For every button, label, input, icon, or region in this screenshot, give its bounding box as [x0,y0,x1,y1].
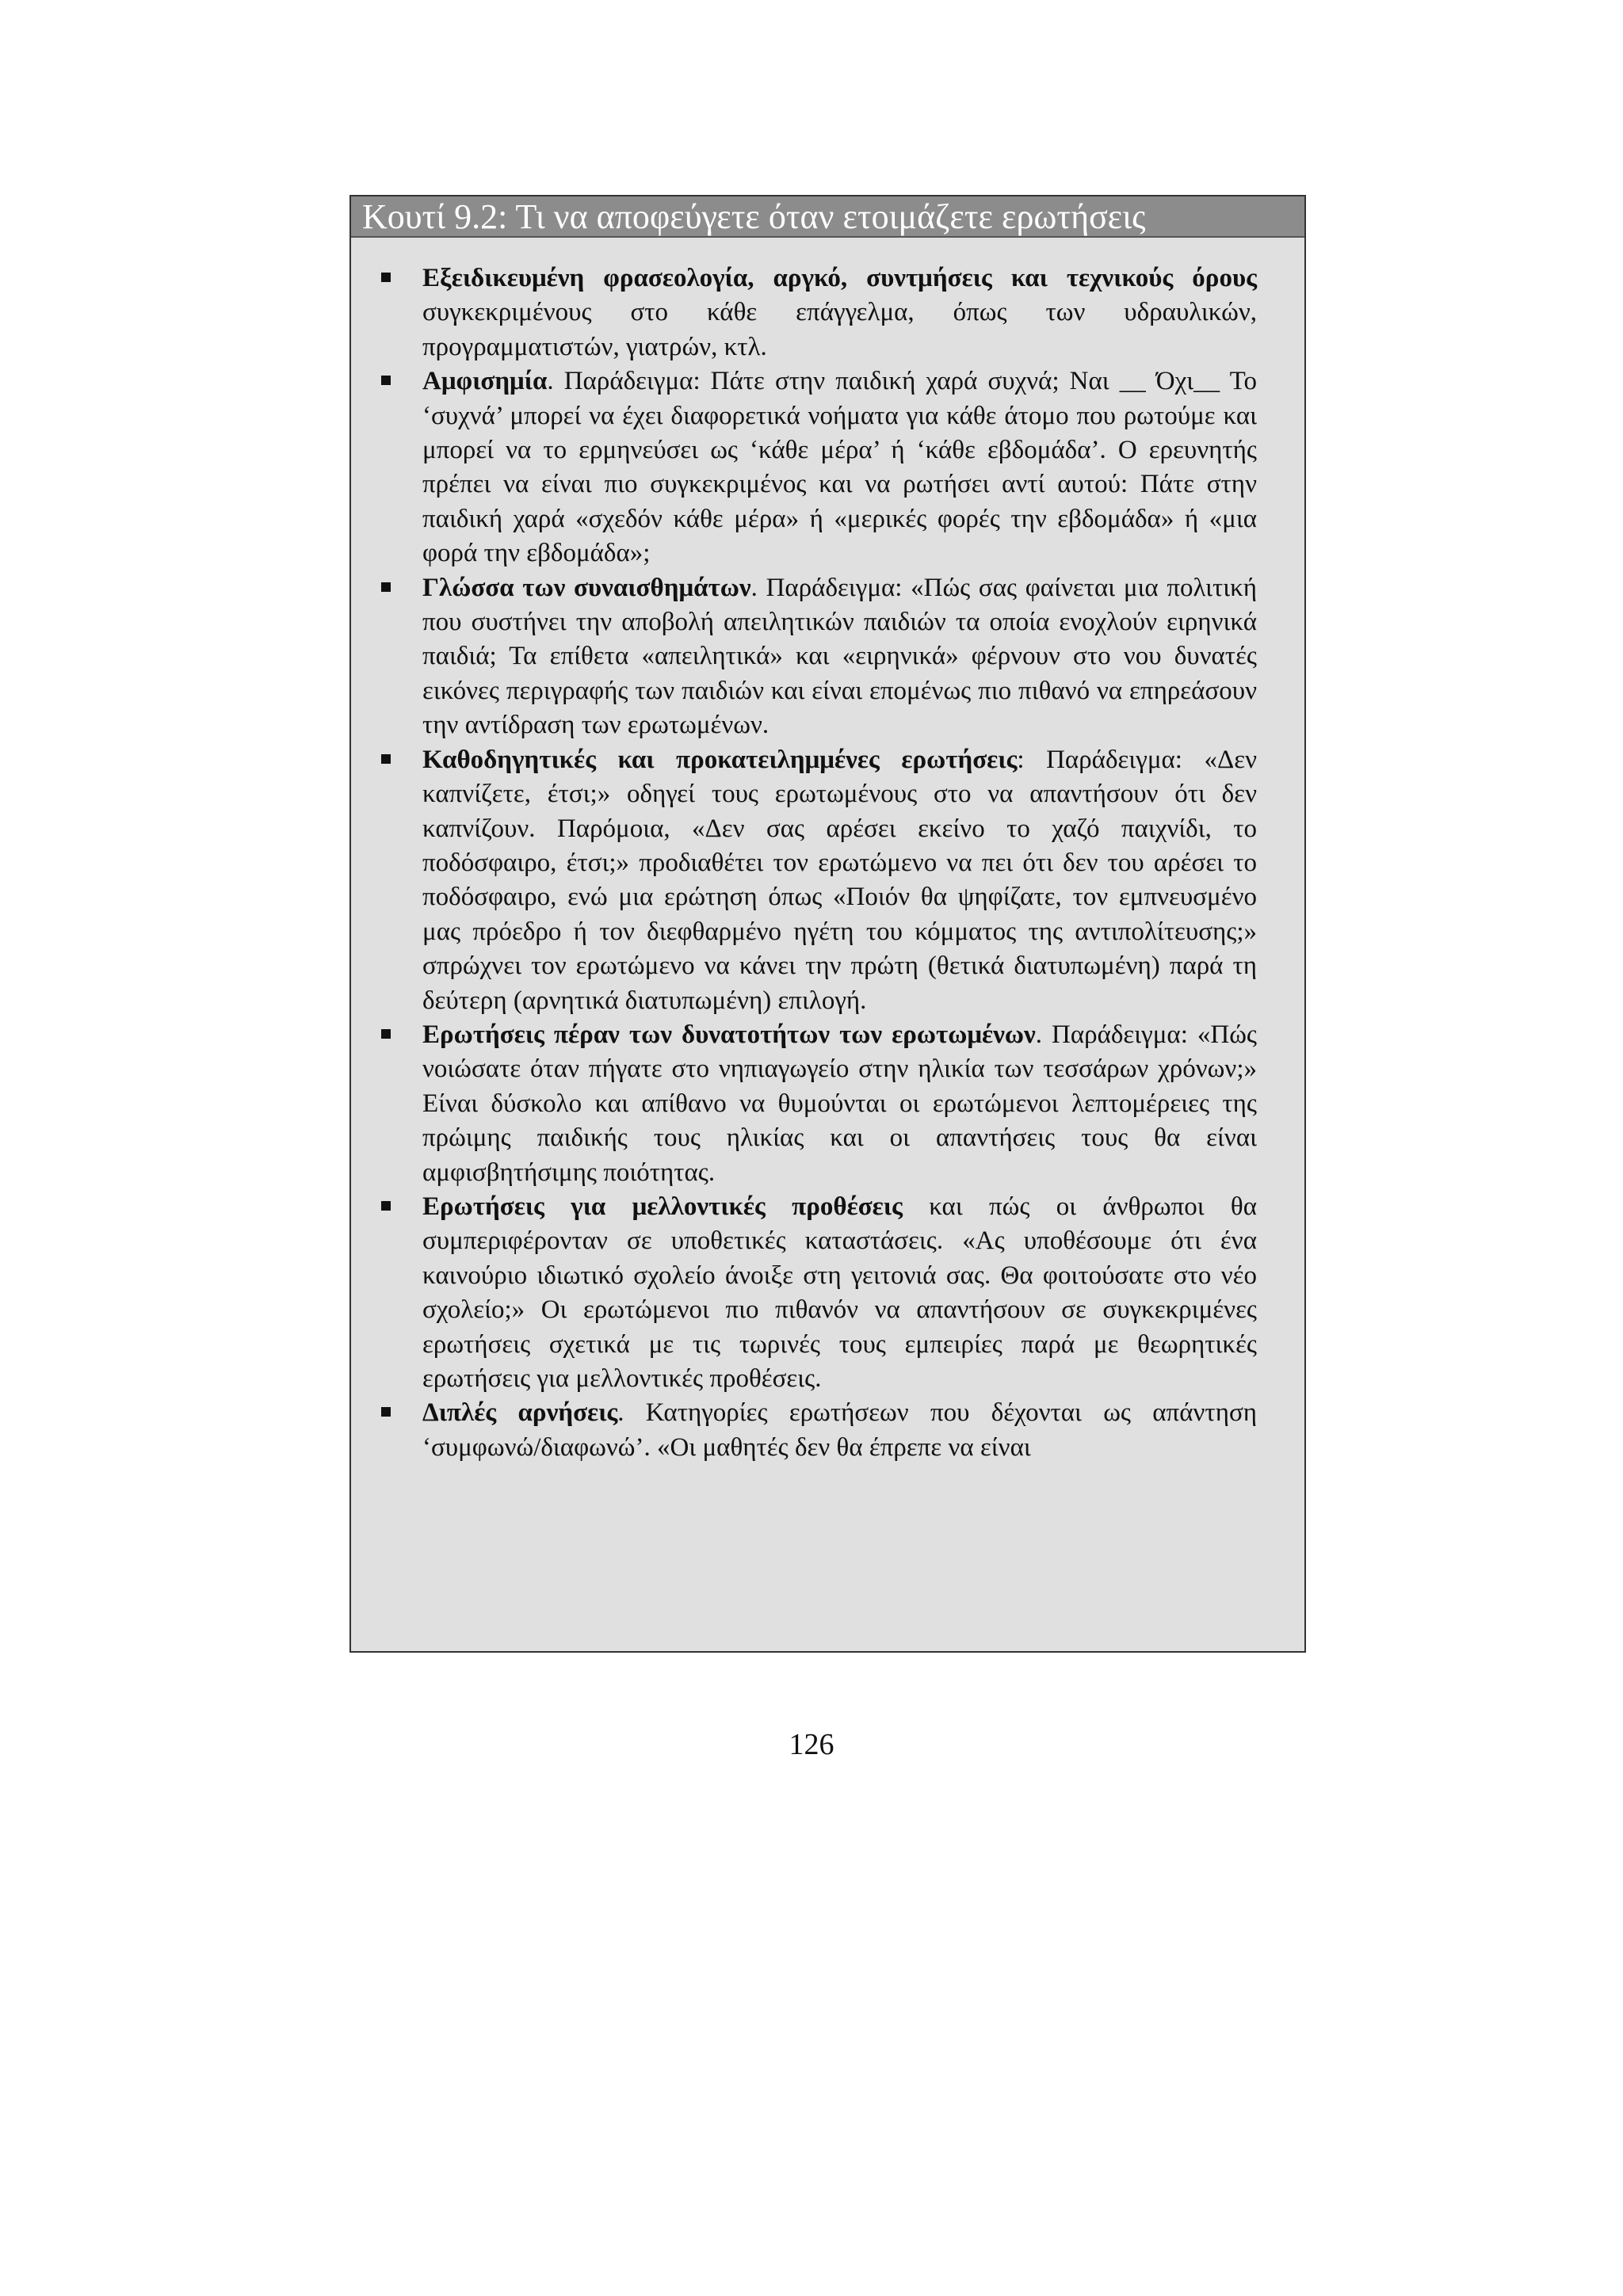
square-bullet-icon [381,1407,391,1417]
square-bullet-icon [381,582,391,592]
item-text: . Παράδειγμα: «Πώς νοιώσατε όταν πήγατε στο νηπιαγωγείο στην ηλικία των τεσσάρων χρόνων;» Είναι δύσκολο και απίθανο να θυμούνται οι ερωτώμενοι λεπτομέρειες της πρώιμης παιδικής τους ηλικίας και οι απαντήσεις τους θα είναι αμφισβητήσιμης ποιότητας. [422,1020,1257,1187]
item-term: Διπλές αρνήσεις [422,1398,618,1428]
item-text: και πώς οι άνθρωποι θα συμπεριφέρονταν σε υποθετικές καταστάσεις. «Ας υποθέσουμε ότι ένα καινούριο ιδιωτικό σχολείο άνοιξε στη γειτονιά σας. Θα φοιτούσατε στο νέο σχολείο;» Οι ερωτώμενοι πιο πιθανόν να απαντήσουν σε συγκεκριμένες ερωτήσεις σχετικά με τις τωρινές τους εμπειρίες παρά με θεωρητικές ερωτήσεις για μελλοντικές προθέσεις. [422,1192,1257,1393]
square-bullet-icon [381,376,391,385]
item-term: Εξειδικευμένη φρασεολογία, αργκό, συντμήσεις και τεχνικούς όρους [422,264,1257,292]
item-text: . Παράδειγμα: Πάτε στην παιδική χαρά συχνά; Ναι __ Όχι__ Το ‘συχνά’ μπορεί να έχει διαφορετικά νοήματα για κάθε άτομο που ρωτούμε και μπορεί να το ερμηνεύσει ως ‘κάθε μέρα’ ή ‘κάθε εβδομάδα’. Ο ερευνητής πρέπει να είναι πιο συγκεκριμένος και να ρωτήσει αντί αυτού: Πάτε στην παιδική χαρά «σχεδόν κάθε μέρα» ή «μερικές φορές την εβδομάδα» ή «μια φορά την εβδομάδα»; [422,367,1257,568]
item-text: . Κατηγορίες ερωτήσεων που δέχονται ως απάντηση ‘συμφωνώ/διαφωνώ’. «Οι μαθητές δεν θα έπρεπε να είναι [422,1398,1257,1462]
item-term: Καθοδηγητικές και προκατειλημμένες ερωτήσεις [422,745,1018,774]
item-term: Γλώσσα των συναισθημάτων [422,573,751,602]
item-term: Ερωτήσεις πέραν των δυνατοτήτων των ερωτωμένων [422,1020,1036,1049]
item-text: : Παράδειγμα: «Δεν καπνίζετε, έτσι;» οδηγεί τους ερωτωμένους στο να απαντήσουν ότι δεν καπνίζουν. Παρόμοια, «Δεν σας αρέσει εκείνο το χαζό παιχνίδι, το ποδόσφαιρο, έτσι;» προδιαθέτει τον ερωτώμενο να πει ότι δεν του αρέσει το ποδόσφαιρο, ενώ μια ερώτηση όπως «Ποιόν θα ψηφίζατε, τον εμπνευσμένο μας πρόεδρο ή τον διεφθαρμένο ηγέτη του κόμματος της αντιπολίτευσης;» σπρώχνει τον ερωτώμενο να κάνει την πρώτη (θετικά διατυπωμένη) παρά τη δεύτερη (αρνητικά διατυπωμένη) επιλογή. [422,745,1257,1015]
list-item [422,364,1257,570]
list-item [422,1190,1257,1396]
box-title: Κουτί 9.2: Τι να αποφεύγετε όταν ετοιμάζετε ερωτήσεις [351,196,1304,238]
square-bullet-icon [381,754,391,764]
list-item [422,1018,1257,1190]
item-term: Ερωτήσεις για μελλοντικές προθέσεις [422,1192,903,1221]
item-term: Αμφισημία [422,367,548,396]
list-item [422,571,1257,743]
item-text: συγκεκριμένους στο κάθε επάγγελμα, όπως των υδραυλικών, προγραμματιστών, γιατρών, κτλ. [422,298,1257,361]
page-number: 126 [789,1728,834,1761]
square-bullet-icon [381,1029,391,1039]
list-item [422,743,1257,1018]
square-bullet-icon [381,1201,391,1211]
bullet-list [351,261,1304,1465]
text-box [349,195,1306,1653]
square-bullet-icon [381,273,391,282]
list-item [422,1396,1257,1465]
list-item [422,261,1257,364]
item-text: . Παράδειγμα: «Πώς σας φαίνεται μια πολιτική που συστήνει την αποβολή απειλητικών παιδιών τα οποία ενοχλούν ειρηνικά παιδιά; Τα επίθετα «απειλητικά» και «ειρηνικά» φέρνουν στο νου δυνατές εικόνες περιγραφής των παιδιών και είναι επομένως πιο πιθανό να επηρεάσουν την αντίδραση των ερωτωμένων. [422,573,1258,740]
